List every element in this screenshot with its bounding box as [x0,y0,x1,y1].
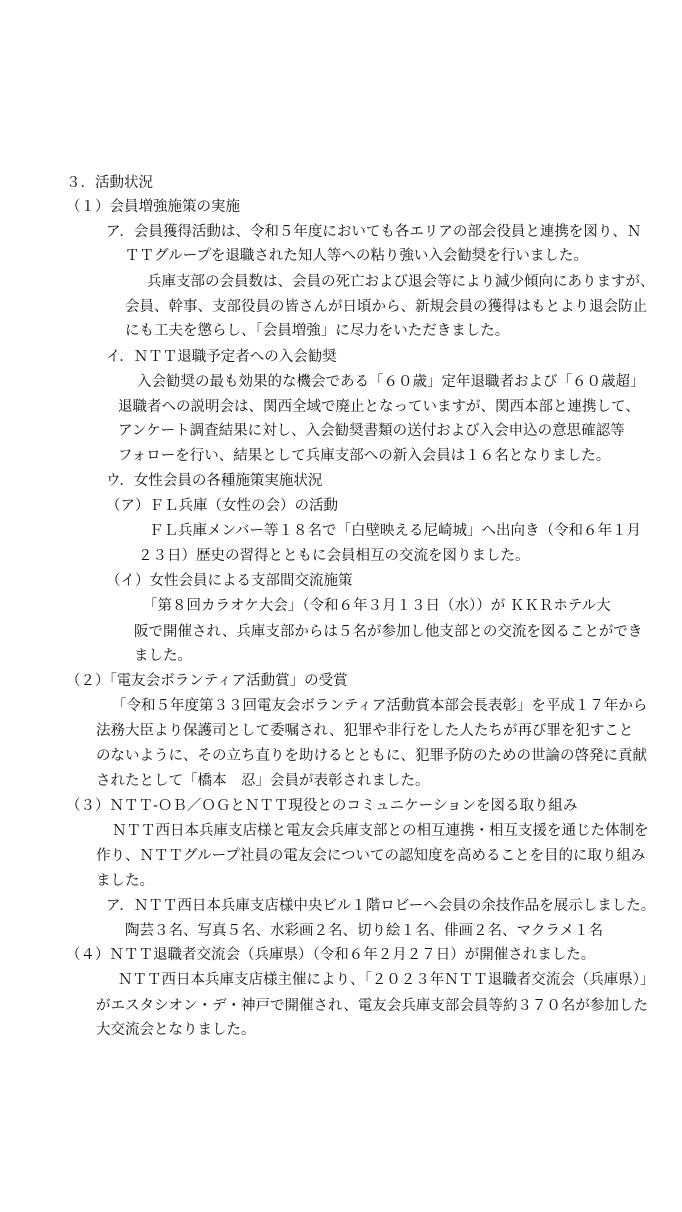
text-line: ア．会員獲得活動は、令和５年度においても各エリアの部会役員と連携を図り、Ｎ [106,224,642,240]
text-line: されたとして「橋本 忍」会員が表彰されました。 [96,773,430,789]
text-line: 兵庫支部の会員数は、会員の死亡および退会等により減少傾向にありますが、 [147,274,655,290]
text-line: 「令和５年度第３３回電友会ボランティア活動賞本部会長表彰」を平成１７年から [112,698,648,714]
sub-item-heading-i: （イ）女性会員による支部間交流施策 [106,573,353,589]
text-line: ＮＴＴ西日本兵庫支店様と電友会兵庫支部との相互連携・相互支援を通じた体制を [112,823,649,839]
text-line: 会員、幹事、支部役員の皆さんが日頃から、新規会員の獲得はもとより退会防止 [125,299,647,315]
text-line: のないように、その立ち直りを助けるとともに、犯罪予防のための世論の啓発に貢献 [96,748,647,764]
section-heading-activities: ３．活動状況 [66,175,153,191]
text-line: にも工夫を懲らし、「会員増強」に尽力をいただきました。 [125,323,510,339]
text-line: フォローを行い、結果として兵庫支部への新入会員は１６名となりました。 [118,448,611,464]
item-heading-a: ア．ＮＴＴ西日本兵庫支店様中央ビル１階ロビーへ会員の余技作品を展示しました。 [106,898,656,914]
text-line: 退職者への説明会は、関西全域で廃止となっていますが、関西本部と連携して、 [118,399,640,415]
item-heading-u: ウ．女性会員の各種施策実施状況 [106,473,323,489]
text-line: 法務大臣より保護司として委嘱され、犯罪や非行をした人たちが再び罪を犯すこと [96,723,634,739]
text-line: 「第８回カラオケ大会」（令和６年３月１３日（水））が ＫＫＲホテル大 [143,598,611,614]
text-line: アンケート調査結果に対し、入会勧奨書類の送付および入会申込の意思確認等 [118,423,625,439]
item-heading-i: イ．ＮＴＴ退職予定者への入会勧奨 [106,349,337,365]
text-line: ＦＬ兵庫メンバー等１８名で「白壁映える尼崎城」へ出向き（令和６年１月 [149,523,641,539]
text-line: 作り、ＮＴＴグループ社員の電友会についての認知度を高めることを目的に取り組み [96,848,646,864]
text-line: ました。 [96,873,154,889]
sub-item-heading-a: （ア）ＦＬ兵庫（女性の会）の活動 [106,498,338,514]
subsection-heading-1: （１）会員増強施策の実施 [66,199,240,215]
text-line: 阪で開催され、兵庫支部からは５名が参加し他支部との交流を図ることができ [134,624,643,640]
text-line: ＮＴＴ西日本兵庫支店様主催により、「２０２３年ＮＴＴ退職者交流会（兵庫県）」 [118,972,655,988]
text-line: ました。 [134,648,192,664]
text-line: がエスタシオン・デ・神戸で開催され、電友会兵庫支部会員等約３７０名が参加した [96,998,648,1014]
text-line: ＴＴグループを退職された知人等への粘り強い入会勧奨を行いました。 [125,248,588,264]
text-line: ２３日）歴史の習得とともに会員相互の交流を図りました。 [138,548,530,564]
subsection-heading-3: （３）ＮＴＴ-ＯＢ／ＯＧとＮＴＴ現役とのコミュニケーションを図る取り組み [66,798,578,814]
subsection-heading-2: （２）「電友会ボランティア活動賞」の受賞 [66,673,348,689]
subsection-heading-4: （４）ＮＴＴ退職者交流会（兵庫県）（令和６年２月２７日）が開催されました。 [66,947,596,963]
text-line: 大交流会となりました。 [96,1022,256,1038]
text-line: 入会勧奨の最も効果的な機会である「６０歳」定年退職者および「６０歳超」 [137,374,645,390]
text-line: 陶芸３名、写真５名、水彩画２名、切り絵１名、俳画２名、マクラメ１名 [125,923,604,939]
